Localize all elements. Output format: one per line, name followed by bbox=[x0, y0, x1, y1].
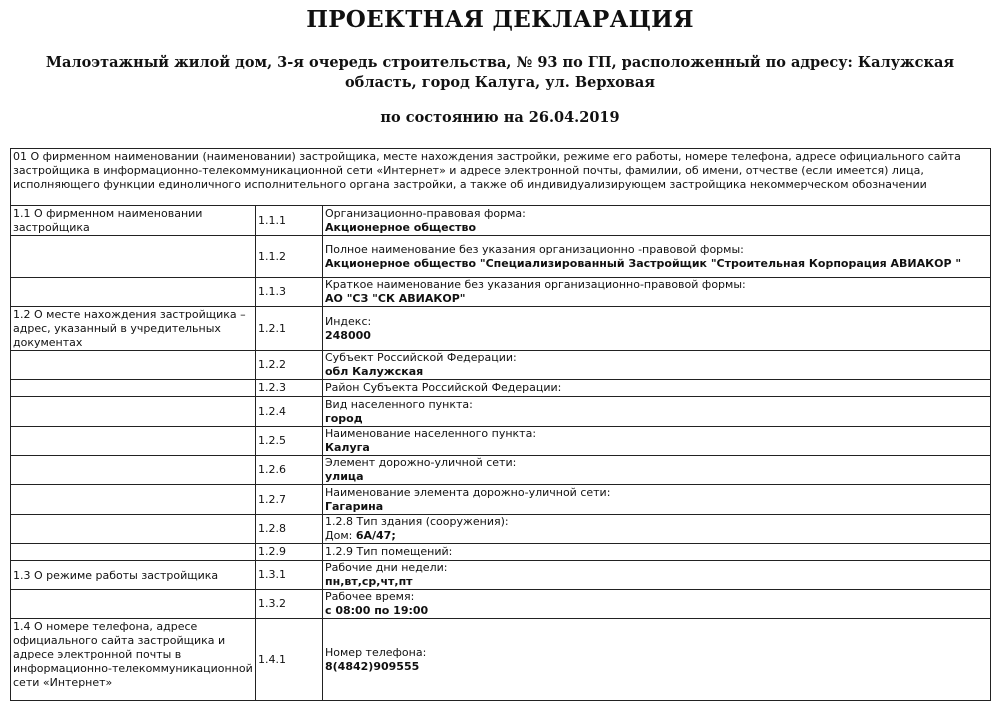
item-value-cell bbox=[323, 206, 991, 236]
table-row bbox=[11, 351, 991, 380]
item-value-line bbox=[325, 529, 988, 543]
item-value-cell bbox=[323, 619, 991, 701]
item-value: обл Калужская bbox=[325, 365, 424, 378]
section-cell bbox=[11, 427, 256, 456]
section-cell bbox=[11, 397, 256, 427]
item-value: АО "СЗ "СК АВИАКОР" bbox=[325, 292, 466, 305]
section-cell bbox=[11, 515, 256, 544]
item-label: Вид населенного пункта: bbox=[325, 397, 473, 411]
item-number: 1.1.1 bbox=[256, 206, 323, 236]
section-cell bbox=[11, 544, 256, 561]
item-label: Краткое наименование без указания организационно-правовой формы: bbox=[325, 278, 746, 291]
table-row bbox=[11, 485, 991, 515]
item-label: Организационно-правовая форма: bbox=[325, 206, 526, 220]
item-value: Акционерное общество "Специализированный Застройщик "Строительная Корпорация АВИАКОР " bbox=[325, 256, 962, 270]
item-label: Район Субъекта Российской Федерации: bbox=[325, 381, 562, 394]
item-label: 1.2.9 Тип помещений: bbox=[325, 545, 453, 558]
item-value-prefix: Дом: bbox=[325, 529, 356, 542]
table-row bbox=[11, 307, 991, 351]
section-cell: 1.2 О месте нахождения застройщика – адрес, указанный в учредительных документах bbox=[11, 307, 256, 351]
item-value: 6А/47; bbox=[355, 529, 396, 542]
table-row bbox=[11, 590, 991, 619]
item-value: Акционерное общество bbox=[325, 220, 477, 234]
item-value-cell bbox=[323, 307, 991, 351]
document-title: ПРОЕКТНАЯ ДЕКЛАРАЦИЯ bbox=[306, 6, 694, 33]
document-date: по состоянию на 26.04.2019 bbox=[380, 109, 620, 126]
item-number: 1.2.2 bbox=[256, 351, 323, 380]
item-value-cell bbox=[323, 561, 991, 590]
table-row bbox=[11, 236, 991, 278]
item-value-cell bbox=[323, 351, 991, 380]
item-value-cell bbox=[323, 236, 991, 278]
item-value: 8(4842)909555 bbox=[325, 659, 420, 673]
table-row bbox=[11, 544, 991, 561]
item-value-cell bbox=[323, 515, 991, 544]
item-label: Рабочее время: bbox=[325, 590, 415, 603]
item-number: 1.2.4 bbox=[256, 397, 323, 427]
item-number: 1.3.1 bbox=[256, 561, 323, 590]
item-label: Наименование населенного пункта: bbox=[325, 427, 537, 440]
table-row bbox=[11, 515, 991, 544]
item-label: Элемент дорожно-уличной сети: bbox=[325, 456, 517, 469]
item-number: 1.2.8 bbox=[256, 515, 323, 544]
declaration-table bbox=[10, 148, 991, 701]
item-number: 1.1.2 bbox=[256, 236, 323, 278]
table-row bbox=[11, 561, 991, 590]
item-label: Наименование элемента дорожно-уличной сети: bbox=[325, 485, 611, 499]
section-header: 01 О фирменном наименовании (наименовании) застройщика, месте нахождения застройки, режиме его работы, номере телефона, адресе официального сайта застройщика в информационно-телекоммуникационной сети «Интернет» и адресе электронной почты, фамилии, об имени, отчестве (если имеется) лица, исполняющего функции единоличного исполнительного органа застройки, а также об индивидуализирующем застройщика некоммерческом обозначении bbox=[11, 149, 991, 206]
table-row bbox=[11, 206, 991, 236]
section-cell bbox=[11, 590, 256, 619]
item-number: 1.4.1 bbox=[256, 619, 323, 701]
section-cell bbox=[11, 456, 256, 485]
section-header-row bbox=[11, 149, 991, 206]
document-subtitle: Малоэтажный жилой дом, 3-я очередь строительства, № 93 по ГП, расположенный по адресу: Калужская область, город Калуга, ул. Верховая bbox=[45, 54, 955, 91]
item-number: 1.2.5 bbox=[256, 427, 323, 456]
item-label: 1.2.8 Тип здания (сооружения): bbox=[325, 515, 509, 528]
item-value-cell bbox=[323, 278, 991, 307]
item-value-cell bbox=[323, 427, 991, 456]
section-cell bbox=[11, 278, 256, 307]
item-value: пн,вт,ср,чт,пт bbox=[325, 575, 413, 588]
item-value-cell bbox=[323, 456, 991, 485]
table-row bbox=[11, 619, 991, 701]
item-value-cell bbox=[323, 590, 991, 619]
item-value-cell bbox=[323, 544, 991, 561]
item-number: 1.2.3 bbox=[256, 380, 323, 397]
section-cell: 1.1 О фирменном наименовании застройщика bbox=[11, 206, 256, 236]
item-value-cell bbox=[323, 380, 991, 397]
section-cell bbox=[11, 380, 256, 397]
table-row bbox=[11, 456, 991, 485]
item-value: Гагарина bbox=[325, 499, 384, 513]
item-number: 1.2.7 bbox=[256, 485, 323, 515]
item-value: с 08:00 по 19:00 bbox=[325, 604, 429, 617]
item-label: Номер телефона: bbox=[325, 645, 427, 659]
table-row bbox=[11, 427, 991, 456]
table-row bbox=[11, 397, 991, 427]
item-label: Рабочие дни недели: bbox=[325, 561, 448, 574]
item-number: 1.3.2 bbox=[256, 590, 323, 619]
item-value: город bbox=[325, 411, 363, 425]
section-cell: 1.4 О номере телефона, адресе официального сайта застройщика и адресе электронной почты в информационно-телекоммуникационной сети «Интернет» bbox=[11, 619, 256, 701]
item-label: Полное наименование без указания организационно -правовой формы: bbox=[325, 242, 744, 256]
section-cell bbox=[11, 485, 256, 515]
item-value: Калуга bbox=[325, 441, 370, 454]
item-label: Индекс: bbox=[325, 314, 372, 328]
item-value-cell bbox=[323, 485, 991, 515]
item-number: 1.1.3 bbox=[256, 278, 323, 307]
item-number: 1.2.9 bbox=[256, 544, 323, 561]
item-value-cell bbox=[323, 397, 991, 427]
item-value: 248000 bbox=[325, 328, 371, 342]
table-row bbox=[11, 278, 991, 307]
section-cell bbox=[11, 351, 256, 380]
item-number: 1.2.1 bbox=[256, 307, 323, 351]
table-row bbox=[11, 380, 991, 397]
item-label: Субъект Российской Федерации: bbox=[325, 351, 517, 364]
section-cell: 1.3 О режиме работы застройщика bbox=[11, 561, 256, 590]
item-number: 1.2.6 bbox=[256, 456, 323, 485]
section-cell bbox=[11, 236, 256, 278]
item-value: улица bbox=[325, 470, 364, 483]
